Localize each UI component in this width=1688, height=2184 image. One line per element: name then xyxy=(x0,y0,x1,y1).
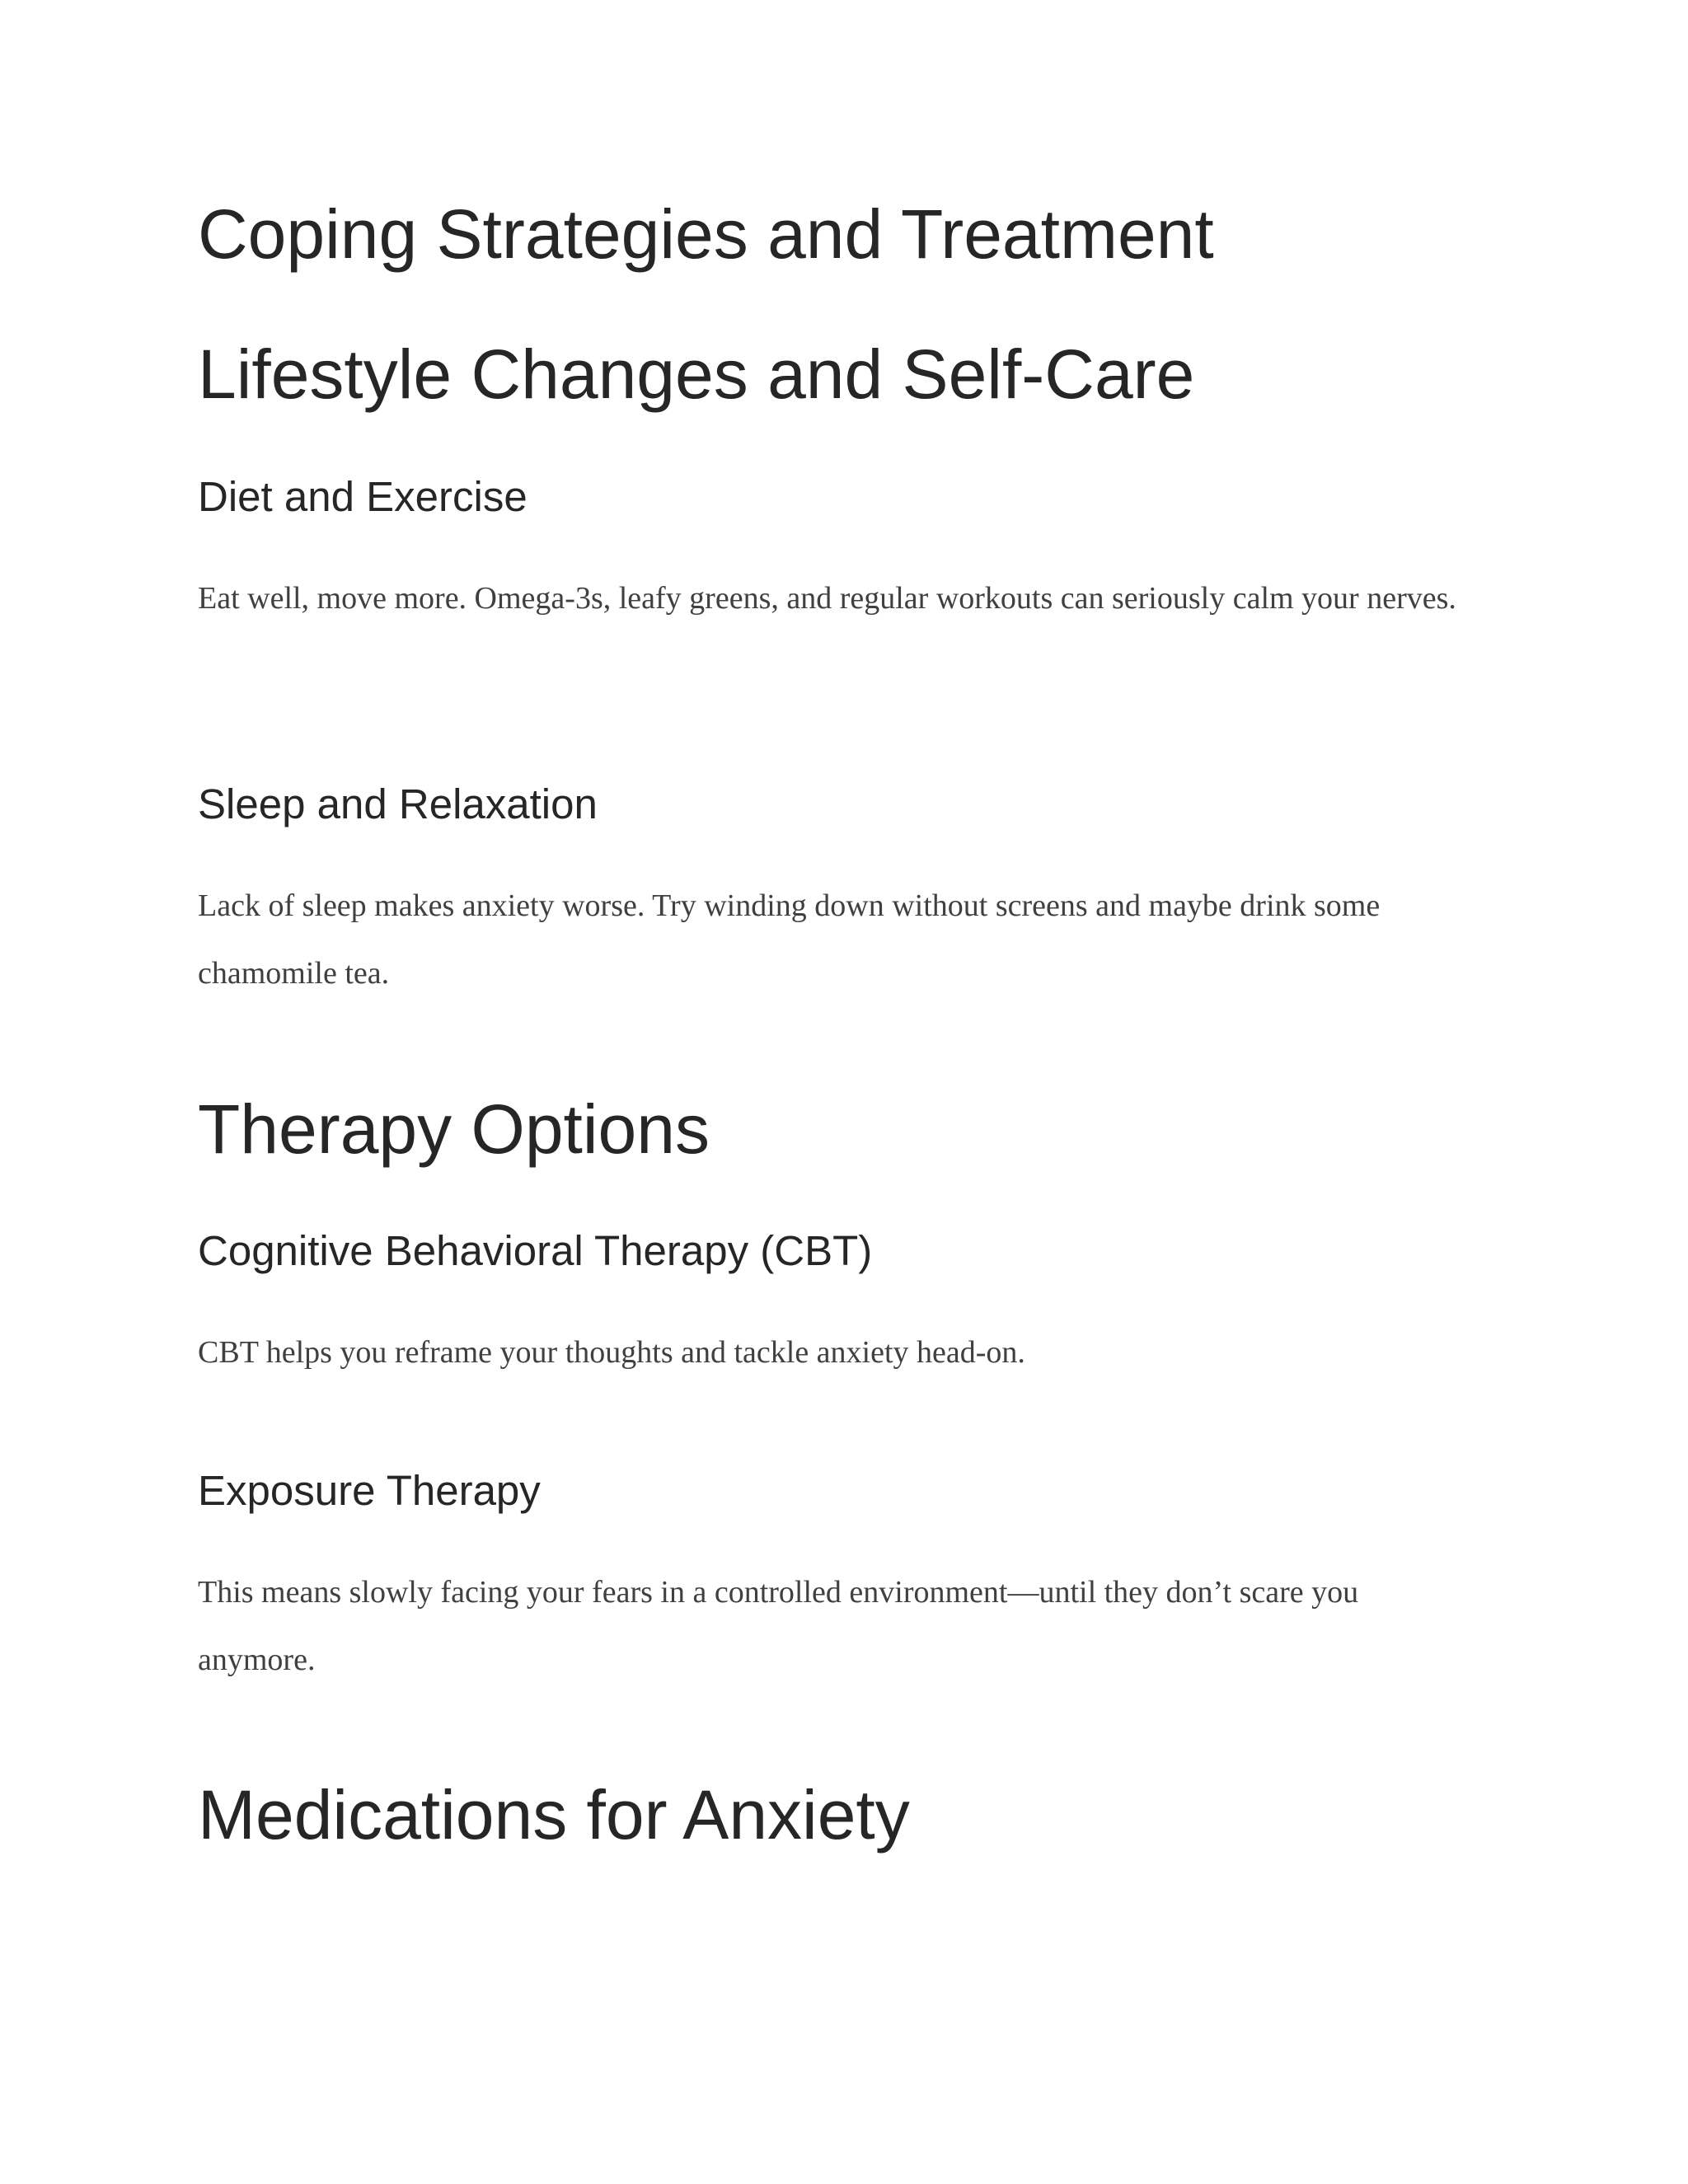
subsection-heading-cbt: Cognitive Behavioral Therapy (CBT) xyxy=(198,1227,873,1274)
page-title: Coping Strategies and Treatment xyxy=(198,195,1214,273)
subsection-heading-diet-exercise: Diet and Exercise xyxy=(198,473,528,520)
subsection-heading-exposure-therapy: Exposure Therapy xyxy=(198,1467,541,1514)
paragraph-cbt: CBT helps you reframe your thoughts and tackle anxiety head-on. xyxy=(198,1335,1025,1370)
section-heading-lifestyle: Lifestyle Changes and Self-Care xyxy=(198,335,1195,413)
subsection-heading-sleep-relaxation: Sleep and Relaxation xyxy=(198,780,598,827)
section-heading-medications: Medications for Anxiety xyxy=(198,1776,910,1854)
paragraph-sleep-relaxation: Lack of sleep makes anxiety worse. Try winding down without screens and maybe drink some chamomile tea. xyxy=(198,888,1381,991)
section-heading-therapy-options: Therapy Options xyxy=(198,1090,710,1168)
paragraph-exposure-therapy: This means slowly facing your fears in a controlled environment—until they don’t scare you anymore. xyxy=(198,1575,1359,1677)
paragraph-diet-exercise: Eat well, move more. Omega-3s, leafy greens, and regular workouts can seriously calm your nerves. xyxy=(198,581,1456,616)
